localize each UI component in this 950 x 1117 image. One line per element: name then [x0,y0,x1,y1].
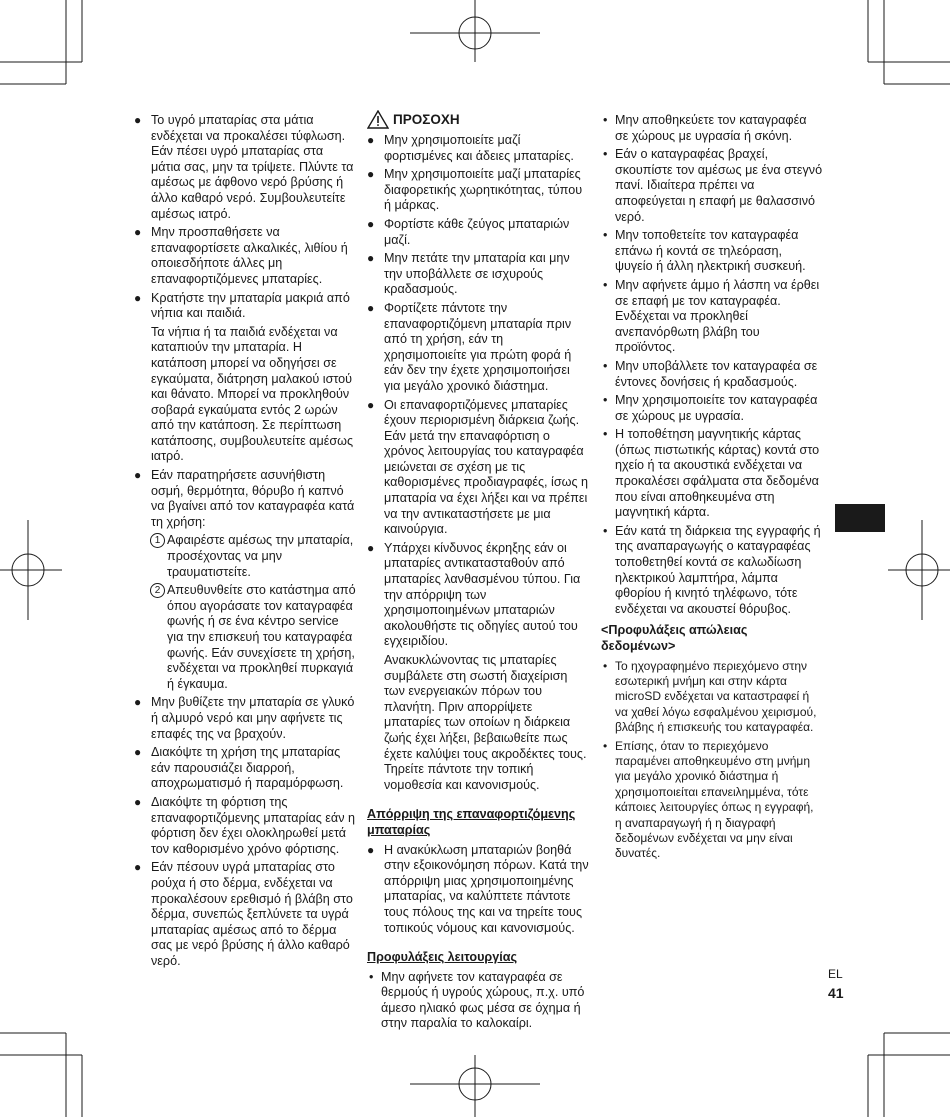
dot-hot-places: • Μην αφήνετε τον καταγραφέα σε θερμούς ή υγρούς χώρους, π.χ. υπό άμεσο ηλιακό φως μέσα σε όχημα ή στην παραλία το καλοκαίρι. [367,970,589,1032]
paragraph-recycling: Ανακυκλώνοντας τις μπαταρίες συμβάλετε στη σωστή διαχείριση των ενεργειακών πόρων του πλανήτη. Πριν απορρίψετε μπαταρίες των οποίων η διάρκεια ζωής έχει λήξει, βεβαιωθείτε πως έχετε καλύψει τους ακροδέκτες τους. Τηρείτε πάντοτε την τοπική νομοθεσία και κανονισμούς. [384,653,587,792]
step-number-1: 1 [150,533,165,548]
bullet-stop-charging: ● Διακόψτε τη φόρτιση της επαναφορτιζόμενης μπαταρίας εάν η φόρτιση δεν έχει ολοκληρωθεί μετά τον καθορισμένο χρόνο φόρτισης. [134,795,356,857]
language-code: EL [828,967,843,981]
dot-long-storage: • Επίσης, όταν το περιεχόμενο παραμένει αποθηκευμένο στη μνήμη για μεγάλο χρονικό διάστημα ή χρησιμοποιείται επανειλημμένα, τότε κάποιες λειτουργίες όπως η εγγραφή, η αναπαραγωγή ή η διαγραφή δεδομένων ενδέχεται να μην είναι δυνατές. [601,739,823,862]
dot-noise: • Εάν κατά τη διάρκεια της εγγραφής ή της αναπαραγωγής ο καταγραφέας τοποθετηθεί κοντά σε καλωδίωση ηλεκτρικού λαμπτήρα, λάμπα φθορίου ή κινητό τηλέφωνο, τότε ενδέχεται να ακουστεί θόρυβος. [601,524,823,618]
caution-heading [367,110,589,129]
heading-data-loss: <Προφυλάξεις απώλειας δεδομένων> [601,623,748,653]
page-number: 41 [828,985,844,1001]
heading-operation: Προφυλάξεις λειτουργίας [367,950,517,965]
bullet-no-immerse: ● Μην βυθίζετε την μπαταρία σε γλυκό ή αλμυρό νερό και μην αφήνετε τις επαφές της να βραχούν. [134,695,356,742]
bullet-charge-before-use: ● Φορτίζετε πάντοτε την επαναφορτιζόμενη μπαταρία πριν από τη χρήση, εάν τη χρησιμοποιείτε για πρώτη φορά ή εάν δεν την έχετε χρησιμοποιήσει για μεγάλο χρονικό διάστημα. [367,301,589,395]
column-left [134,113,356,972]
bullet-charge-pairs: ● Φορτίστε κάθε ζεύγος μπαταριών μαζί. [367,217,589,248]
dot-near-tv: • Μην τοποθετείτε τον καταγραφέα επάνω ή κοντά σε τηλεόραση, ψυγείο ή άλλη ηλεκτρική συσκευή. [601,228,823,275]
paragraph-swallowing: Τα νήπια ή τα παιδιά ενδέχεται να καταπιούν την μπαταρία. Η κατάποση μπορεί να οδηγήσει σε εγκαύματα, διάτρηση μαλακού ιστού και θάνατο. Μπορεί να προκληθούν σοβαρά εγκαύματα εντός 2 ωρών από την κατάποση. Σε περίπτωση κατάποσης, συμβουλευτείτε αμέσως ιατρό. [151,324,354,464]
column-middle [367,110,589,1035]
bullet-fluid-skin: ● Εάν πέσουν υγρά μπαταρίας στο ρούχα ή στο δέρμα, ενδέχεται να προκαλέσουν ερεθισμό ή βλάβη στο δέρμα, συνεπώς ξεπλύνετε τα υγρά μπαταρίας αμέσως από το δέρμα σας με νερό βρύσης ή άλλο καθαρό νερό. [134,860,356,969]
bullet-no-recharge-alkaline: ● Μην προσπαθήσετε να επαναφορτίσετε αλκαλικές, λιθίου ή οποιεσδήποτε άλλες μη επαναφορτιζόμενες μπαταρίες. [134,225,356,287]
caution-title: ΠΡΟΣΟΧΗ [393,111,460,127]
bullet-explosion-risk: ● Υπάρχει κίνδυνος έκρηξης εάν οι μπαταρίες αντικατασταθούν από μπαταρίες λανθασμένου τύπου. Για την απόρριψη των χρησιμοποιημένων μπαταριών ακολουθήστε τις οδηγίες αυτού του εγχειριδίου. [367,541,589,650]
bullet-recycling: ● Η ανακύκλωση μπαταριών βοηθά στην εξοικονόμηση πόρων. Κατά την απόρριψη μιας χρησιμοποιημένης μπαταρίας, να καλύπτετε πάντοτε τους πόλους της και να τηρείτε τους τοπικούς νόμους και κανονισμούς. [367,843,589,937]
section-tab-marker [835,504,885,532]
bullet-no-throw: ● Μην πετάτε την μπαταρία και μην την υποβάλλετε σε ισχυρούς κραδασμούς. [367,251,589,298]
dot-magnetic-card: • Η τοποθέτηση μαγνητικής κάρτας (όπως πιστωτικής κάρτας) κοντά στο ηχείο ή τα ακουστικά ενδέχεται να προκαλέσει σφάλματα στα δεδομένα που είναι αποθηκευμένα στη μαγνητική κάρτα. [601,427,823,521]
step-text-1: Αφαιρέστε αμέσως την μπαταρία, προσέχοντας να μην τραυματιστείτε. [167,533,354,579]
dot-humid-places: • Μην χρησιμοποιείτε τον καταγραφέα σε χώρους με υγρασία. [601,393,823,424]
warning-triangle-icon [367,110,389,129]
bullet-keep-from-children: ● Κρατήστε την μπαταρία μακριά από νήπια και παιδιά. [134,291,356,322]
dot-data-corruption: • Το ηχογραφημένο περιεχόμενο στην εσωτερική μνήμη και στην κάρτα microSD ενδέχεται να καταστραφεί ή να χαθεί λόγω εσφαλμένου χειρισμού, βλάβης ή επισκευής του καταγραφέα. [601,659,823,736]
bullet-limited-life: ● Οι επαναφορτιζόμενες μπαταρίες έχουν περιορισμένη διάρκεια ζωής. Εάν μετά την επαναφόρτιση ο χρόνος λειτουργίας του καταγραφέα μειώνεται σε σχέση με τις καθορισμένες προδιαγραφές, ίσως η μπαταρία να έχει λήξει και να πρέπει να την αντικαταστήσετε με μια καινούργια. [367,398,589,538]
dot-vibration: • Μην υποβάλλετε τον καταγραφέα σε έντονες δονήσεις ή κραδασμούς. [601,359,823,390]
numbered-step-2 [134,583,356,692]
bullet-mixed-batteries: ● Μην χρησιμοποιείτε μαζί φορτισμένες και άδειες μπαταρίες. [367,133,589,164]
bullet-battery-fluid-eyes: ● Το υγρό μπαταρίας στα μάτια ενδέχεται να προκαλέσει τύφλωση. Εάν πέσει υγρό μπαταρίας στα μάτια σας, μην τα τρίψετε. Πλύντε τα αμέσως με άφθονο νερό βρύσης ή άλλο καθαρό νερό. Συμβουλευτείτε αμέσως ιατρό. [134,113,356,222]
dot-wet-recorder: • Εάν ο καταγραφέας βραχεί, σκουπίστε τον αμέσως με ένα στεγνό πανί. Ιδιαίτερα πρέπει να αποφεύγεται η επαφή με θαλασσινό νερό. [601,147,823,225]
dot-sand-mud: • Μην αφήνετε άμμο ή λάσπη να έρθει σε επαφή με τον καταγραφέα. Ενδέχεται να προκληθεί ανεπανόρθωτη βλάβη του προϊόντος. [601,278,823,356]
column-right [601,113,823,865]
numbered-step-1 [134,533,356,580]
bullet-stop-leakage: ● Διακόψτε τη χρήση της μπαταρίας εάν παρουσιάζει διαρροή, αποχρωματισμό ή παραμόρφωση. [134,745,356,792]
step-text-2: Απευθυνθείτε στο κατάστημα από όπου αγοράσατε τον καταγραφέα φωνής ή σε ένα κέντρο service για την επισκευή του καταγραφέα φωνής. Εάν συνεχίσετε τη χρήση, ενδέχεται να προκληθεί πυρκαγιά ή έγκαυμα. [167,583,356,691]
dot-humidity-dust: • Μην αποθηκεύετε τον καταγραφέα σε χώρους με υγρασία ή σκόνη. [601,113,823,144]
step-number-2: 2 [150,583,165,598]
bullet-unusual-odor: ● Εάν παρατηρήσετε ασυνήθιστη οσμή, θερμότητα, θόρυβο ή καπνό να βγαίνει από τον καταγραφέα κατά τη χρήση: [134,468,356,530]
bullet-different-types: ● Μην χρησιμοποιείτε μαζί μπαταρίες διαφορετικής χωρητικότητας, τύπου ή μάρκας. [367,167,589,214]
heading-disposal: Απόρριψη της επαναφορτιζόμενης μπαταρίας [367,807,576,837]
